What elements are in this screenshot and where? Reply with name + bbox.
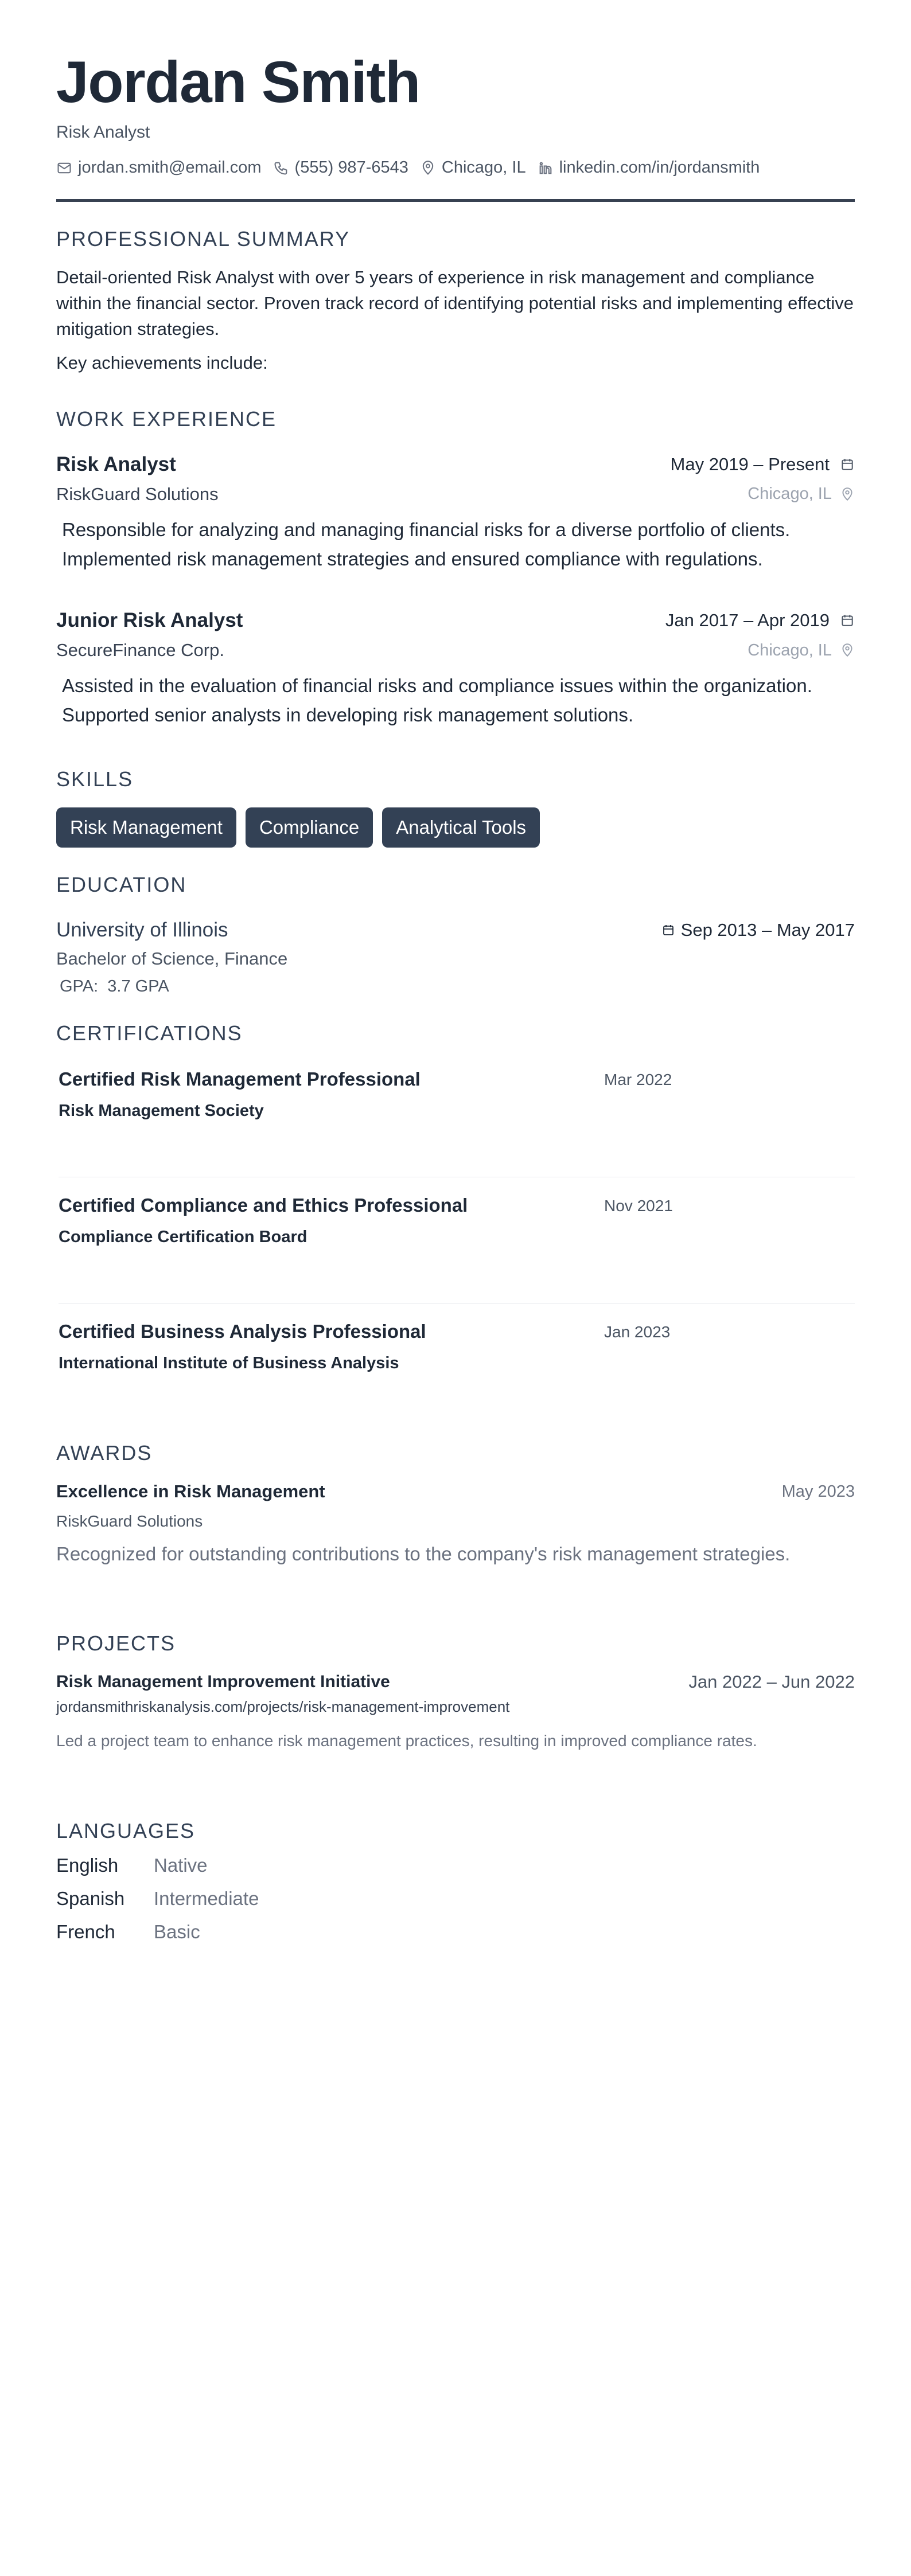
job-title: Risk Analyst [56, 452, 176, 475]
language-name: Spanish [56, 1888, 125, 1910]
achievements-label: Key achievements include: [56, 352, 268, 373]
job-dates [665, 610, 855, 631]
language-level: Intermediate [154, 1888, 259, 1910]
certification-issuer: Risk Management Society [59, 1102, 264, 1121]
award-description: Recognized for outstanding contributions to the company's risk management strategies. [56, 1543, 791, 1565]
projects-section [56, 1632, 855, 1750]
certification-date: Mar 2022 [604, 1071, 672, 1089]
education-school: University of Illinois [56, 919, 228, 942]
candidate-role: Risk Analyst [56, 123, 150, 142]
phone-text: (555) 987-6543 [294, 158, 408, 177]
job-dates-text: May 2019 – Present [670, 454, 830, 474]
job-location-text: Chicago, IL [748, 641, 832, 659]
project-dates: Jan 2022 – Jun 2022 [688, 1672, 855, 1692]
calendar-icon [661, 923, 675, 937]
certification-date: Jan 2023 [604, 1323, 671, 1341]
certifications-section [56, 1021, 855, 1430]
award-organization: RiskGuard Solutions [56, 1512, 203, 1531]
skills-section [56, 767, 855, 848]
linkedin-icon [538, 160, 554, 176]
education-section [56, 873, 855, 996]
job-description: Responsible for analyzing and managing financial risks for a diverse portfolio of clients. Implemented risk management strategies and ensured compliance with regulations. [62, 518, 791, 569]
projects-title: PROJECTS [56, 1632, 176, 1656]
job-location-text: Chicago, IL [748, 485, 832, 504]
header-divider [56, 199, 855, 202]
linkedin-text: linkedin.com/in/jordansmith [559, 158, 760, 177]
education-degree: Bachelor of Science, Finance [56, 949, 288, 969]
language-name: English [56, 1855, 119, 1876]
job-entry [56, 453, 855, 573]
mail-icon [56, 160, 72, 176]
language-item [56, 1855, 855, 1876]
certification-date: Nov 2021 [604, 1197, 673, 1215]
language-item [56, 1921, 855, 1943]
language-name: French [56, 1921, 115, 1943]
contact-phone[interactable] [273, 158, 408, 177]
job-company: SecureFinance Corp. [56, 640, 224, 661]
job-title: Junior Risk Analyst [56, 609, 243, 632]
certification-item [59, 1177, 855, 1303]
email-text: jordan.smith@email.com [78, 158, 262, 177]
certification-item [59, 1051, 855, 1177]
job-description: Assisted in the evaluation of financial risks and compliance issues within the organization. Supported senior analysts in developing risk management solutions. [62, 675, 812, 726]
education-dates-text: Sep 2013 – May 2017 [680, 920, 855, 940]
certifications-title: CERTIFICATIONS [56, 1021, 243, 1045]
languages-title: LANGUAGES [56, 1819, 196, 1843]
certification-name: Certified Business Analysis Professional [59, 1321, 426, 1342]
candidate-name: Jordan Smith [56, 49, 420, 115]
award-date: May 2023 [781, 1482, 855, 1501]
contact-linkedin[interactable] [538, 158, 760, 177]
job-company: RiskGuard Solutions [56, 483, 219, 504]
language-item [56, 1888, 855, 1910]
awards-section [56, 1441, 855, 1565]
skill-chip: Compliance [246, 807, 373, 848]
contact-bar [56, 158, 855, 177]
skills-title: SKILLS [56, 767, 134, 791]
experience-section [56, 407, 855, 730]
contact-location [420, 158, 526, 177]
gpa-label: GPA: [60, 977, 99, 996]
job-dates-text: Jan 2017 – Apr 2019 [665, 610, 830, 631]
phone-icon [273, 160, 289, 176]
job-entry [56, 609, 855, 729]
certification-issuer: Compliance Certification Board [59, 1228, 307, 1247]
awards-title: AWARDS [56, 1441, 153, 1465]
languages-section [56, 1819, 855, 1943]
calendar-icon [840, 613, 855, 628]
project-link[interactable]: jordansmithriskanalysis.com/projects/risk-management-improvement [56, 1698, 510, 1716]
summary-section [56, 227, 855, 376]
contact-email[interactable] [56, 158, 262, 177]
map-pin-icon [420, 160, 436, 176]
certifications-list [56, 1051, 855, 1430]
calendar-icon [840, 457, 855, 472]
certification-issuer: International Institute of Business Analysis [59, 1354, 399, 1373]
job-location [748, 485, 855, 504]
job-location [748, 641, 855, 660]
certification-name: Certified Risk Management Professional [59, 1068, 421, 1090]
award-name: Excellence in Risk Management [56, 1481, 325, 1502]
location-text: Chicago, IL [441, 158, 526, 177]
language-level: Basic [154, 1921, 200, 1943]
skill-chip: Risk Management [56, 807, 236, 848]
certification-item [59, 1303, 855, 1430]
project-description: Led a project team to enhance risk management practices, resulting in improved compliance rates. [56, 1732, 757, 1750]
skills-list [56, 807, 855, 848]
gpa-value: 3.7 GPA [107, 977, 169, 996]
education-gpa [56, 977, 855, 996]
summary-title: PROFESSIONAL SUMMARY [56, 227, 351, 251]
summary-text: Detail-oriented Risk Analyst with over 5 years of experience in risk management and compliance within the financial sector. Proven track record of identifying potential risks and implementing effective mitigation strategies. [56, 267, 854, 339]
language-level: Native [154, 1855, 208, 1876]
map-pin-icon [840, 643, 855, 658]
skill-chip: Analytical Tools [382, 807, 540, 848]
experience-title: WORK EXPERIENCE [56, 407, 277, 431]
certification-name: Certified Compliance and Ethics Professional [59, 1195, 468, 1216]
education-title: EDUCATION [56, 873, 187, 897]
job-dates [671, 454, 855, 475]
map-pin-icon [840, 487, 855, 502]
project-name: Risk Management Improvement Initiative [56, 1672, 390, 1692]
education-dates [661, 920, 855, 940]
